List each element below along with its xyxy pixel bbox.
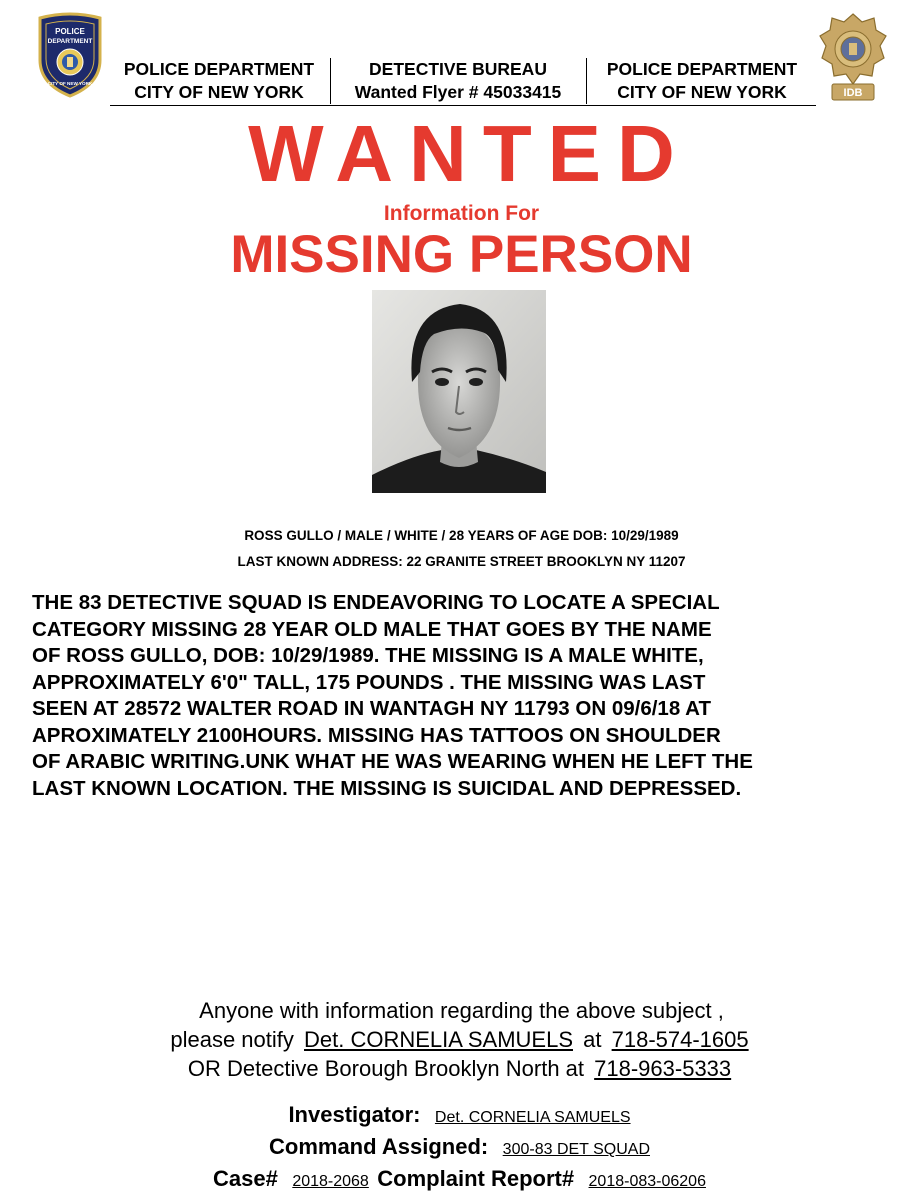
header-flyer-number: Wanted Flyer # 45033415 [354,82,562,102]
contact-info [0,996,923,1083]
narrative-line: CATEGORY MISSING 28 YEAR OLD MALE THAT GOES BY THE NAME [32,617,712,641]
notify-label: please notify [170,1027,294,1052]
contact-borough-line [0,1054,923,1083]
case-label: Case# [213,1166,278,1191]
complaint-value: 2018-083-06206 [588,1173,706,1190]
svg-text:POLICE: POLICE [55,27,85,36]
wanted-title: WANTED [248,109,691,198]
narrative-line: LAST KNOWN LOCATION. THE MISSING IS SUICIDAL AND DEPRESSED. [32,776,742,800]
last-known-address: LAST KNOWN ADDRESS: 22 GRANITE STREET BROOKLYN NY 11207 [237,554,686,569]
borough-label: OR Detective Borough Brooklyn North at [187,1056,585,1081]
investigator-row [0,1100,923,1132]
missing-person-heading: MISSING PERSON [230,225,693,284]
header-left-line2: CITY OF NEW YORK [134,82,304,102]
narrative-line: APPROXIMATELY 6'0" TALL, 175 POUNDS . THE MISSING WAS LAST [32,670,706,694]
detective-badge [818,12,888,104]
narrative-line: SEEN AT 28572 WALTER ROAD IN WANTAGH NY 11793 ON 09/6/18 AT [32,697,711,720]
header-right-line2: CITY OF NEW YORK [617,82,787,102]
header-rule [110,105,816,106]
investigator-label: Investigator: [288,1102,421,1127]
header-left-block [110,58,328,106]
contact-intro: Anyone with information regarding the above subject , [199,998,724,1023]
narrative-line: THE 83 DETECTIVE SQUAD IS ENDEAVORING TO LOCATE A SPECIAL [32,591,720,614]
case-number-row [0,1164,923,1196]
information-for-subtitle: Information For [383,202,540,225]
command-label: Command Assigned: [269,1134,489,1159]
borough-phone: 718-963-5333 [594,1056,732,1081]
header-right-line1: POLICE DEPARTMENT [606,59,798,79]
header-divider [330,58,331,104]
header-divider [586,58,587,104]
case-value: 2018-2068 [292,1173,369,1190]
subject-description: ROSS GULLO / MALE / WHITE / 28 YEARS OF AGE DOB: 10/29/1989 [244,528,679,543]
case-narrative [32,590,902,802]
subject-photo [372,290,546,493]
header-mid-line1: DETECTIVE BUREAU [369,59,547,79]
header-middle-block [332,58,584,106]
svg-text:DEPARTMENT: DEPARTMENT [47,38,93,45]
case-info [0,1100,923,1196]
header-left-line1: POLICE DEPARTMENT [123,59,315,79]
nypd-shoulder-patch [34,12,106,98]
detective-phone: 718-574-1605 [611,1027,749,1052]
at-label: at [583,1027,602,1052]
contact-detective-line [0,1025,923,1054]
svg-text:CITY OF NEW YORK: CITY OF NEW YORK [47,81,93,86]
command-value: 300-83 DET SQUAD [502,1141,650,1158]
narrative-line: OF ARABIC WRITING.UNK WHAT HE WAS WEARING WHEN HE LEFT THE [32,750,753,773]
narrative-line: APROXIMATELY 2100HOURS. MISSING HAS TATTOOS ON SHOULDER [32,723,721,747]
svg-text:IDB: IDB [843,87,863,99]
command-row [0,1132,923,1164]
detective-name: Det. CORNELIA SAMUELS [304,1027,573,1052]
complaint-label: Complaint Report# [377,1166,575,1191]
header-right-block [588,58,816,106]
narrative-line: OF ROSS GULLO, DOB: 10/29/1989. THE MISSING IS A MALE WHITE, [32,644,704,667]
investigator-value: Det. CORNELIA SAMUELS [434,1109,631,1126]
